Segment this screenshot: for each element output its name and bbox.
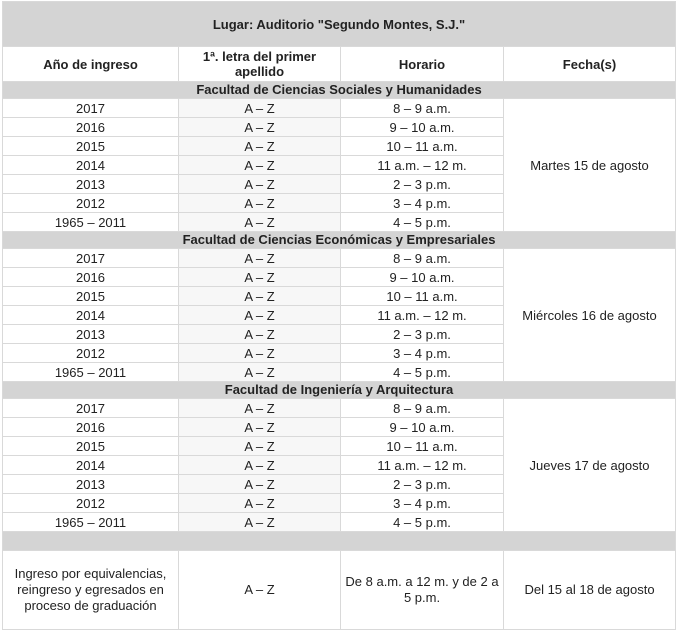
header-date: Fecha(s) — [504, 47, 676, 82]
year-cell: 2013 — [3, 475, 179, 494]
year-cell: 2016 — [3, 268, 179, 287]
year-cell: 1965 – 2011 — [3, 213, 179, 232]
year-cell: 2014 — [3, 306, 179, 325]
title-row — [3, 2, 676, 47]
time-cell: 3 – 4 p.m. — [341, 494, 504, 513]
time-cell: 10 – 11 a.m. — [341, 137, 504, 156]
time-cell: 11 a.m. – 12 m. — [341, 306, 504, 325]
time-cell: 9 – 10 a.m. — [341, 118, 504, 137]
letter-cell: A – Z — [179, 306, 341, 325]
year-cell: 2015 — [3, 437, 179, 456]
year-cell: 2012 — [3, 344, 179, 363]
letter-cell: A – Z — [179, 99, 341, 118]
time-cell: 11 a.m. – 12 m. — [341, 456, 504, 475]
table-row-special — [3, 551, 676, 630]
section-title: Facultad de Ciencias Sociales y Humanidades — [3, 82, 676, 99]
section-title: Facultad de Ingeniería y Arquitectura — [3, 382, 676, 399]
time-cell: 3 – 4 p.m. — [341, 194, 504, 213]
schedule-table — [2, 1, 676, 630]
table-row — [3, 399, 676, 418]
year-cell: 2017 — [3, 399, 179, 418]
letter-cell: A – Z — [179, 513, 341, 532]
year-cell: 2013 — [3, 175, 179, 194]
table-row — [3, 249, 676, 268]
year-cell: 2012 — [3, 194, 179, 213]
letter-cell: A – Z — [179, 325, 341, 344]
time-cell: 2 – 3 p.m. — [341, 325, 504, 344]
time-cell: 4 – 5 p.m. — [341, 513, 504, 532]
date-cell: Martes 15 de agosto — [504, 99, 676, 232]
year-cell: 2017 — [3, 99, 179, 118]
year-cell: 2017 — [3, 249, 179, 268]
time-cell: 8 – 9 a.m. — [341, 399, 504, 418]
time-cell: 8 – 9 a.m. — [341, 99, 504, 118]
year-cell: 1965 – 2011 — [3, 513, 179, 532]
letter-cell: A – Z — [179, 494, 341, 513]
year-cell: 2014 — [3, 456, 179, 475]
letter-cell: A – Z — [179, 399, 341, 418]
time-cell: 4 – 5 p.m. — [341, 363, 504, 382]
header-letter: 1ª. letra del primer apellido — [179, 47, 341, 82]
special-year-cell: Ingreso por equivalencias, reingreso y egresados en proceso de graduación — [3, 551, 179, 630]
letter-cell: A – Z — [179, 456, 341, 475]
special-letter-cell: A – Z — [179, 551, 341, 630]
letter-cell: A – Z — [179, 344, 341, 363]
special-time-cell: De 8 a.m. a 12 m. y de 2 a 5 p.m. — [341, 551, 504, 630]
spacer-row — [3, 532, 676, 551]
year-cell: 1965 – 2011 — [3, 363, 179, 382]
special-date-cell: Del 15 al 18 de agosto — [504, 551, 676, 630]
year-cell: 2015 — [3, 137, 179, 156]
table-body — [3, 82, 676, 630]
letter-cell: A – Z — [179, 175, 341, 194]
section-title: Facultad de Ciencias Económicas y Empresariales — [3, 232, 676, 249]
letter-cell: A – Z — [179, 437, 341, 456]
time-cell: 11 a.m. – 12 m. — [341, 156, 504, 175]
letter-cell: A – Z — [179, 118, 341, 137]
time-cell: 10 – 11 a.m. — [341, 437, 504, 456]
letter-cell: A – Z — [179, 363, 341, 382]
year-cell: 2016 — [3, 418, 179, 437]
spacer-cell — [3, 532, 676, 551]
letter-cell: A – Z — [179, 268, 341, 287]
letter-cell: A – Z — [179, 137, 341, 156]
section-header-row — [3, 232, 676, 249]
header-time: Horario — [341, 47, 504, 82]
year-cell: 2016 — [3, 118, 179, 137]
letter-cell: A – Z — [179, 213, 341, 232]
time-cell: 4 – 5 p.m. — [341, 213, 504, 232]
year-cell: 2013 — [3, 325, 179, 344]
letter-cell: A – Z — [179, 249, 341, 268]
header-row — [3, 47, 676, 82]
time-cell: 2 – 3 p.m. — [341, 475, 504, 494]
letter-cell: A – Z — [179, 418, 341, 437]
time-cell: 8 – 9 a.m. — [341, 249, 504, 268]
table-row — [3, 99, 676, 118]
year-cell: 2014 — [3, 156, 179, 175]
letter-cell: A – Z — [179, 287, 341, 306]
section-header-row — [3, 382, 676, 399]
year-cell: 2015 — [3, 287, 179, 306]
header-year: Año de ingreso — [3, 47, 179, 82]
date-cell: Miércoles 16 de agosto — [504, 249, 676, 382]
time-cell: 10 – 11 a.m. — [341, 287, 504, 306]
table-title: Lugar: Auditorio "Segundo Montes, S.J." — [3, 2, 676, 47]
time-cell: 2 – 3 p.m. — [341, 175, 504, 194]
section-header-row — [3, 82, 676, 99]
time-cell: 9 – 10 a.m. — [341, 418, 504, 437]
letter-cell: A – Z — [179, 475, 341, 494]
date-cell: Jueves 17 de agosto — [504, 399, 676, 532]
letter-cell: A – Z — [179, 156, 341, 175]
year-cell: 2012 — [3, 494, 179, 513]
letter-cell: A – Z — [179, 194, 341, 213]
time-cell: 3 – 4 p.m. — [341, 344, 504, 363]
time-cell: 9 – 10 a.m. — [341, 268, 504, 287]
